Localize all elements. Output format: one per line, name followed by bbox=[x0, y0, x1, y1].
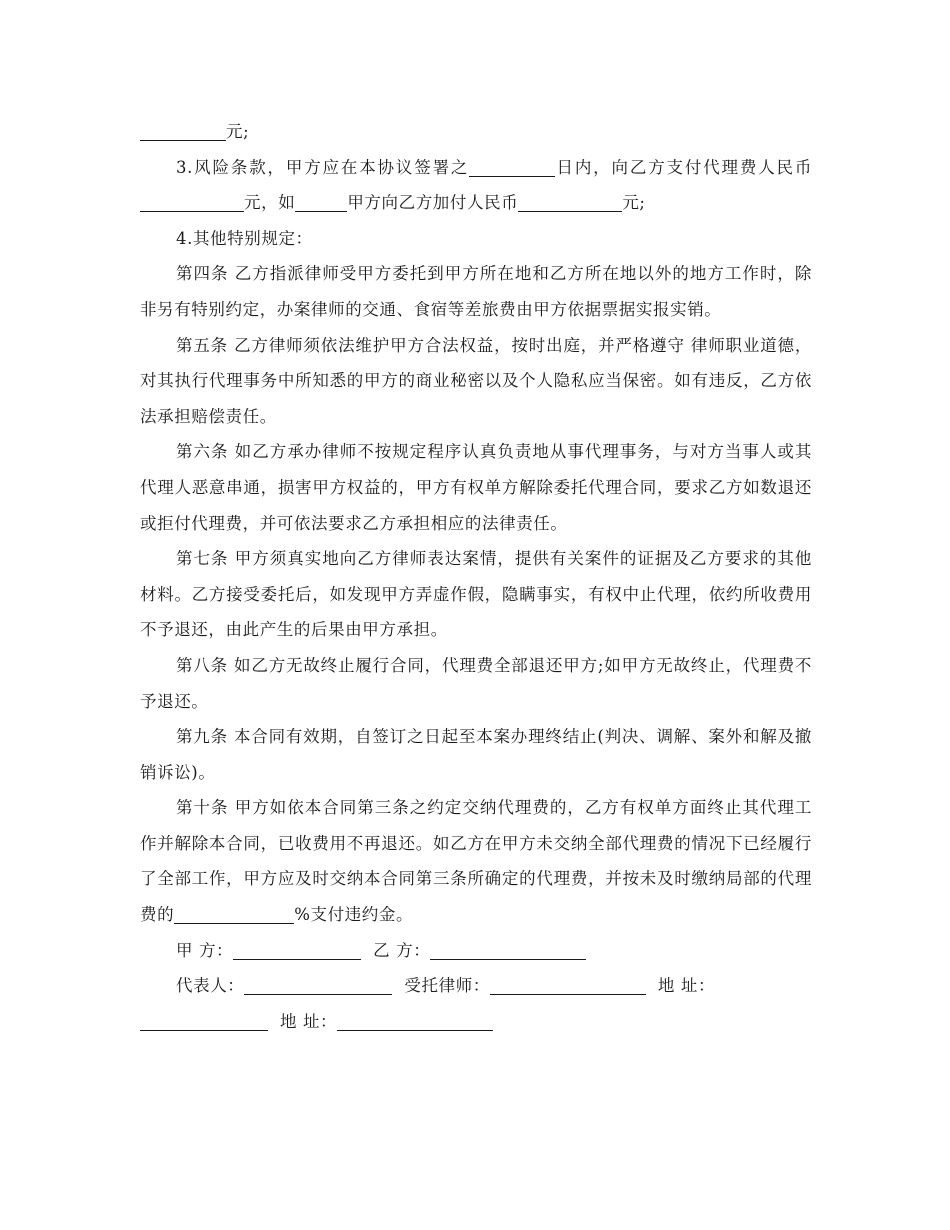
blank-fee bbox=[140, 189, 244, 212]
blank-days bbox=[469, 154, 555, 177]
address-2-label: 地 址： bbox=[280, 1011, 338, 1031]
party-a-label: 甲 方： bbox=[176, 940, 234, 960]
clause-4-special: 4.其他特别规定： bbox=[176, 228, 313, 248]
party-b-blank bbox=[430, 937, 586, 960]
article-8: 第八条 如乙方无故终止履行合同，代理费全部退还甲方;如甲方无故终止，代理费不予退还。 bbox=[140, 655, 812, 711]
representative-blank bbox=[244, 972, 392, 995]
blank-condition bbox=[295, 189, 347, 212]
representative-label: 代表人： bbox=[176, 976, 245, 996]
article-7: 第七条 甲方须真实地向乙方律师表达案情，提供有关案件的证据及乙方要求的其他材料。乙方接受委托后，如发现甲方弄虚作假，隐瞒事实，有权中止代理，依约所收费用不予退还，由此产生的后果由甲方承担。 bbox=[140, 549, 812, 640]
article-6: 第六条 如乙方承办律师不按规定程序认真负责地从事代理事务，与对方当事人或其代理人恶意串通，损害甲方权益的，甲方有权单方解除委托代理合同，要求乙方如数退还或拒付代理费，并可依法要求乙方承担相应的法律责任。 bbox=[140, 442, 812, 533]
contract-page bbox=[140, 114, 812, 1039]
article-4: 第四条 乙方指派律师受甲方委托到甲方所在地和乙方所在地以外的地方工作时，除非另有特别约定，办案律师的交通、食宿等差旅费由甲方依据票据实报实销。 bbox=[140, 264, 812, 319]
article-10: 第十条 甲方如依本合同第三条之约定交纳代理费的，乙方有权单方面终止其代理工作并解除本合同，已收费用不再退还。如乙方在甲方未交纳全部代理费的情况下已经履行了全部工作，甲方应及时交纳本合同第三条所确定的代理费，并按未及时缴纳局部的代理费的 %支付违约金。 bbox=[140, 798, 812, 925]
lawyer-label: 受托律师： bbox=[404, 976, 490, 996]
party-a-blank bbox=[233, 937, 361, 960]
clause-3-risk: 3.风险条款，甲方应在本协议签署之 日内，向乙方支付代理费人民币元，如 甲方向乙方加付人民币 元; bbox=[140, 150, 812, 221]
blank-amount bbox=[140, 118, 226, 141]
article-5: 第五条 乙方律师须依法维护甲方合法权益，按时出庭，并严格遵守 律师职业道德，对其执行代理事务中所知悉的甲方的商业秘密以及个人隐私应当保密。如有违反，乙方依法承担赔偿责任。 bbox=[140, 335, 812, 426]
address-1-label: 地 址： bbox=[657, 976, 716, 996]
signature-addresses bbox=[140, 1004, 812, 1040]
amount-continuation-line: 元; bbox=[140, 114, 812, 150]
article-9: 第九条 本合同有效期，自签订之日起至本案办理终结止(判决、调解、案外和解及撤销诉讼)。 bbox=[140, 727, 812, 782]
address-2-blank bbox=[337, 1008, 493, 1031]
lawyer-blank bbox=[490, 972, 646, 995]
blank-extra-fee bbox=[518, 189, 622, 212]
signature-representatives bbox=[140, 968, 812, 1004]
signature-parties bbox=[140, 933, 812, 969]
party-b-label: 乙 方： bbox=[373, 940, 431, 960]
address-1-blank bbox=[140, 1008, 268, 1031]
blank-penalty-percent bbox=[174, 901, 294, 924]
